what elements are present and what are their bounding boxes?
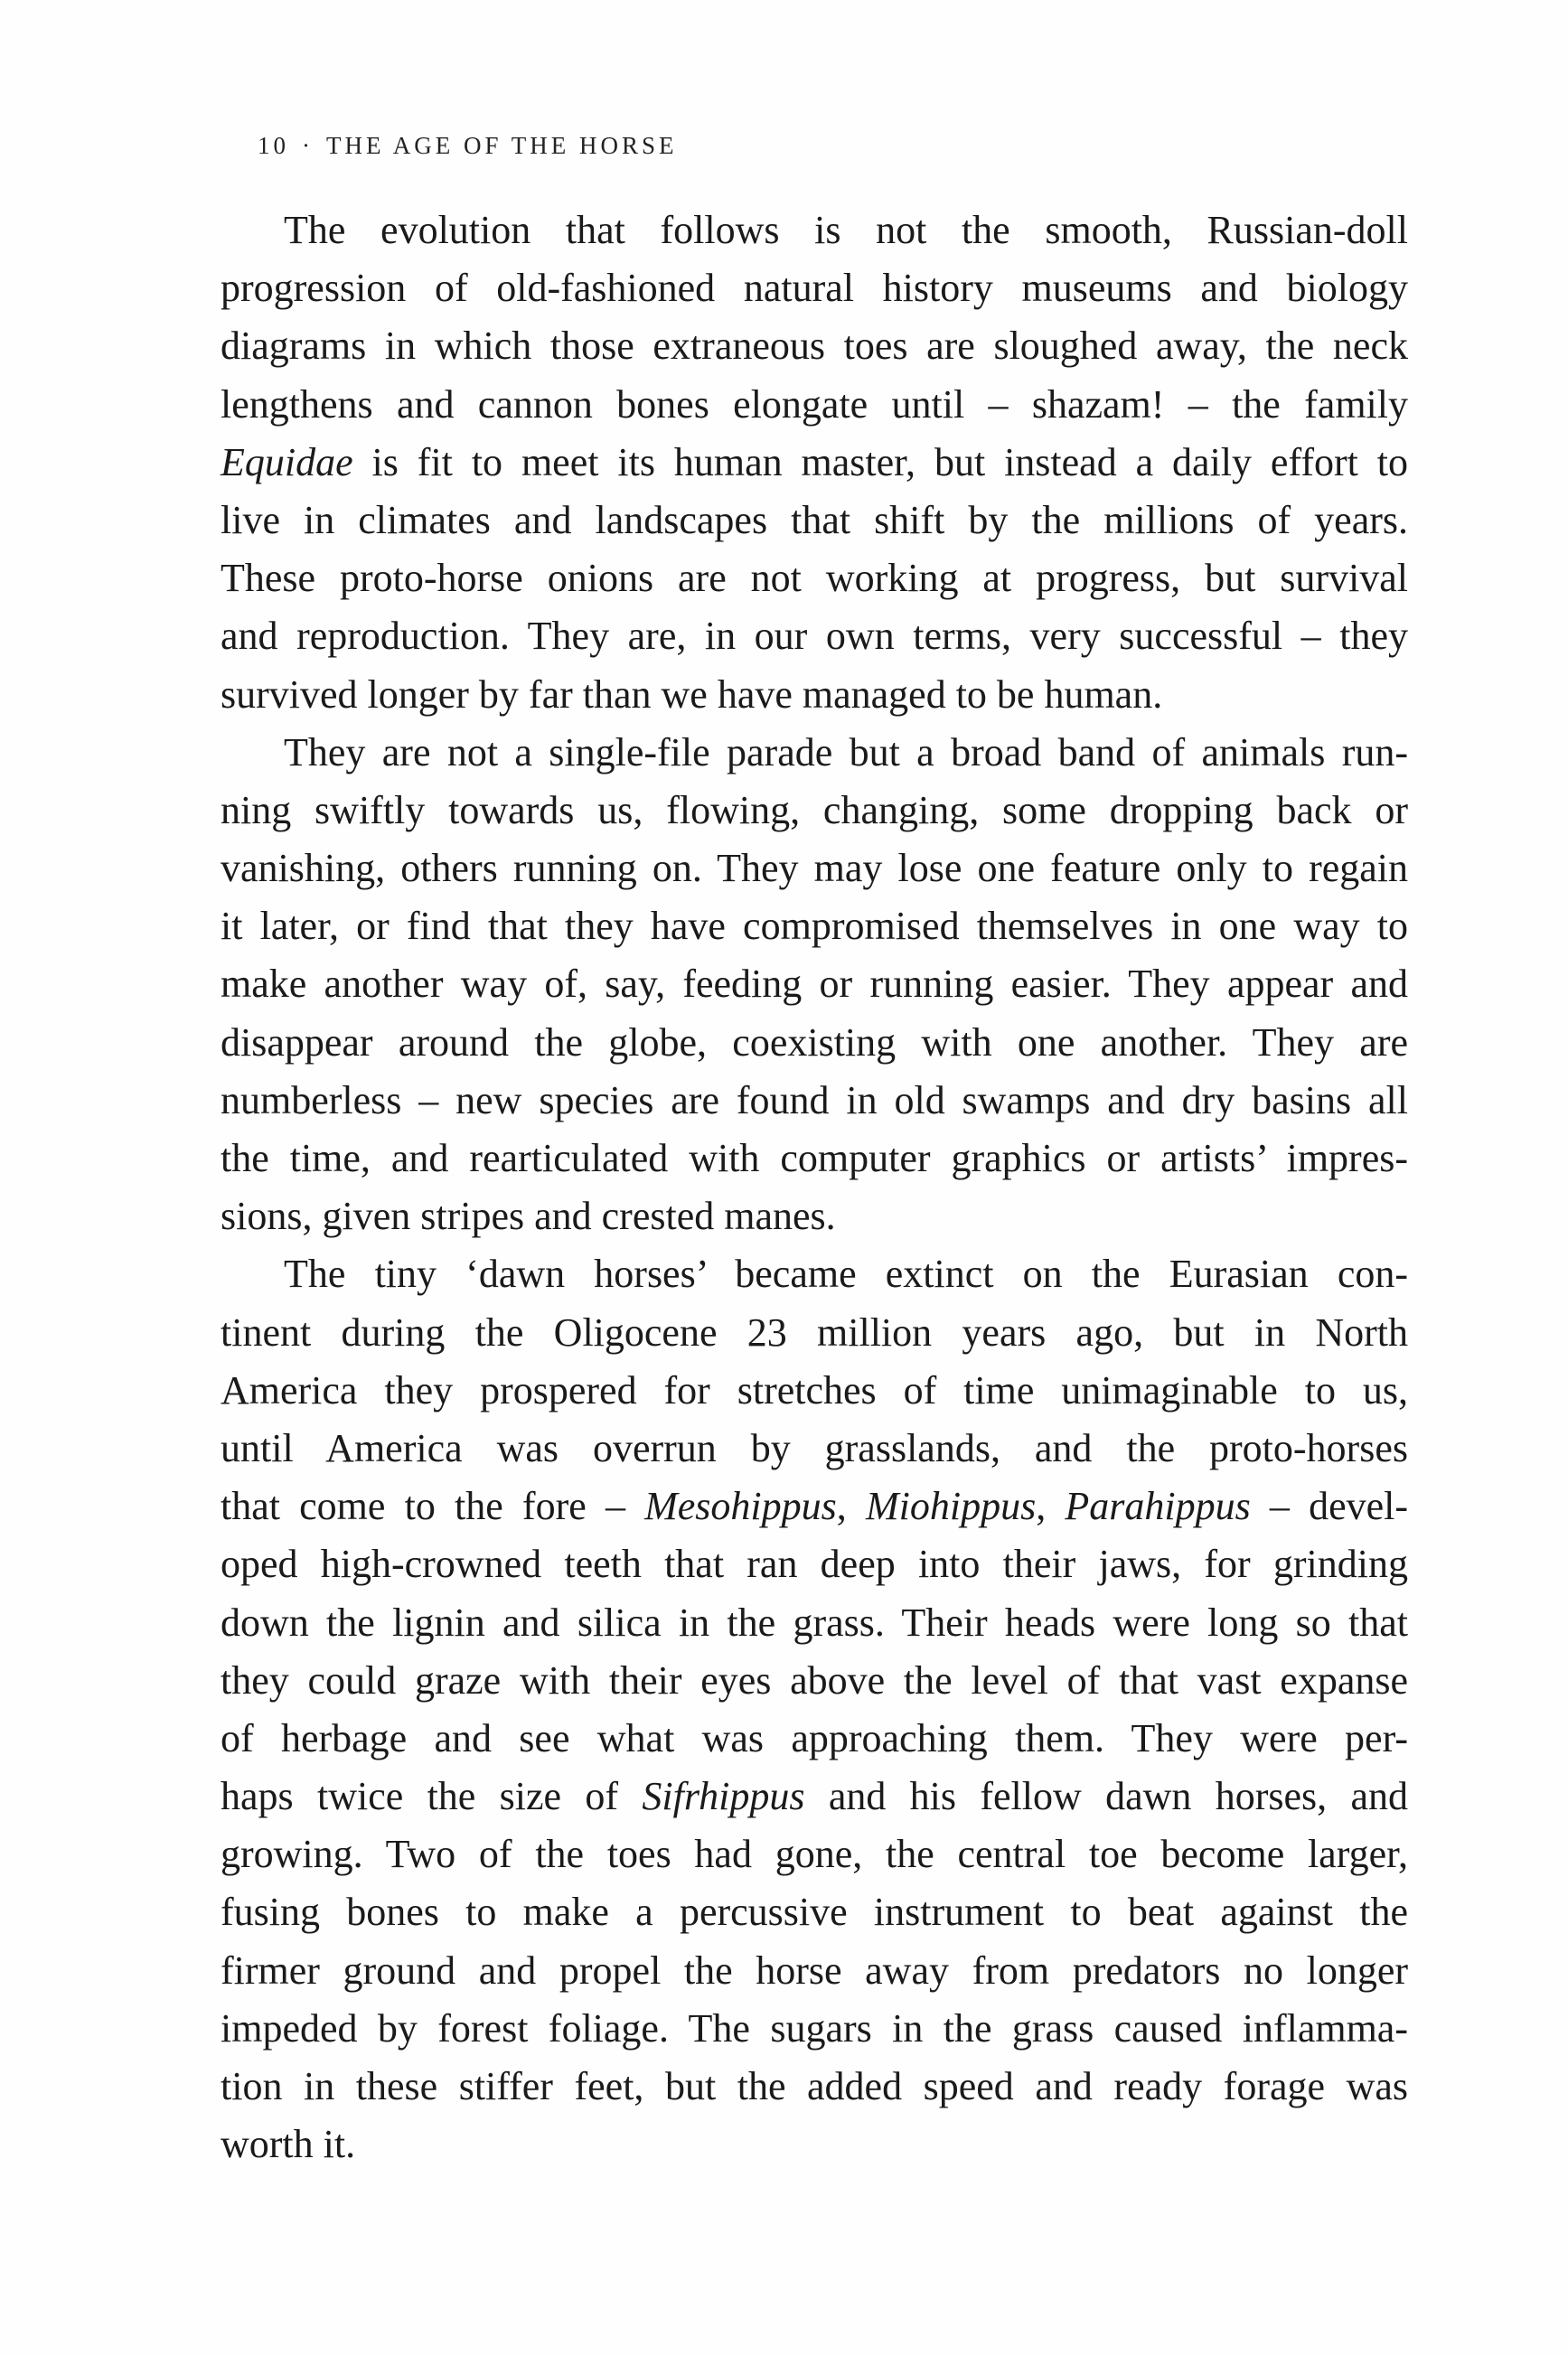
- text-line: The tiny ‘dawn horses’ became extinct on the Eurasian con-: [284, 1252, 1408, 1297]
- italic-term-equidae: Equidae: [221, 439, 353, 484]
- paragraph-1: [221, 202, 1408, 724]
- paragraph-3: [221, 1245, 1408, 2173]
- text-line: These proto-horse onions are not working at progress, but survival: [221, 556, 1408, 601]
- italic-term-sifrhippus: Sifrhippus: [642, 1774, 805, 1819]
- text-line: growing. Two of the toes had gone, the central toe become larger,: [221, 1832, 1408, 1877]
- text-line: firmer ground and propel the horse away from predators no longer: [221, 1948, 1408, 1993]
- body-text: [221, 202, 1408, 2173]
- text-line: sions, given stripes and crested manes.: [221, 1194, 836, 1239]
- page-number: 10: [258, 132, 289, 159]
- text-line: [221, 434, 1408, 492]
- text-line: lengthens and cannon bones elongate until – shazam! – the family: [221, 381, 1408, 427]
- text-line-segment: ,: [1036, 1484, 1066, 1529]
- text-line: diagrams in which those extraneous toes are sloughed away, the neck: [221, 324, 1408, 369]
- text-line: worth it.: [221, 2122, 356, 2167]
- paragraph-2: [221, 724, 1408, 1246]
- text-line: They are not a single-file parade but a broad band of animals run-: [284, 729, 1408, 774]
- text-line: America they prospered for stretches of time unimaginable to us,: [221, 1367, 1408, 1413]
- running-head: [258, 132, 678, 160]
- text-line-segment: – devel-: [1250, 1484, 1409, 1529]
- text-line: impeded by forest foliage. The sugars in the grass caused inflamma-: [221, 2005, 1408, 2051]
- text-line: disappear around the globe, coexisting with one another. They are: [221, 1019, 1408, 1065]
- header-separator: ·: [302, 132, 314, 159]
- text-line: and reproduction. They are, in our own terms, very successful – they: [221, 614, 1408, 659]
- text-line: oped high-crowned teeth that ran deep into their jaws, for grinding: [221, 1542, 1408, 1587]
- italic-term-miohippus: Miohippus: [865, 1484, 1037, 1529]
- text-line: [221, 1768, 1408, 1826]
- text-line: fusing bones to make a percussive instrument to beat against the: [221, 1890, 1408, 1935]
- text-line: vanishing, others running on. They may lose one feature only to regain: [221, 846, 1408, 891]
- text-line-segment: is fit to meet its human master, but instead a daily effort to: [352, 439, 1408, 484]
- text-line: of herbage and see what was approaching them. They were per-: [221, 1715, 1408, 1760]
- text-line: live in climates and landscapes that shift by the millions of years.: [221, 497, 1408, 542]
- text-line: progression of old-fashioned natural history museums and biology: [221, 266, 1408, 311]
- text-line: make another way of, say, feeding or running easier. They appear and: [221, 962, 1408, 1007]
- text-line: The evolution that follows is not the smooth, Russian-doll: [284, 208, 1408, 252]
- text-line: the time, and rearticulated with computer graphics or artists’ impres-: [221, 1136, 1408, 1180]
- text-line: [221, 1478, 1408, 1535]
- text-line-segment: haps twice the size of: [221, 1774, 643, 1819]
- italic-term-parahippus: Parahippus: [1065, 1484, 1251, 1529]
- text-line: it later, or find that they have compromised themselves in one way to: [221, 904, 1408, 949]
- text-line-segment: and his fellow dawn horses, and: [804, 1774, 1408, 1819]
- italic-term-mesohippus: Mesohippus: [644, 1484, 837, 1529]
- text-line: they could graze with their eyes above the level of that vast expanse: [221, 1657, 1408, 1703]
- text-line: ning swiftly towards us, flowing, changing, some dropping back or: [221, 787, 1408, 832]
- text-line: tion in these stiffer feet, but the added speed and ready forage was: [221, 2064, 1408, 2108]
- text-line: down the lignin and silica in the grass. Their heads were long so that: [221, 1600, 1408, 1645]
- text-line: until America was overrun by grasslands, and the proto-horses: [221, 1425, 1408, 1470]
- text-line-segment: ,: [836, 1484, 866, 1529]
- text-line: survived longer by far than we have managed to be human.: [221, 671, 1163, 717]
- text-line: tinent during the Oligocene 23 million years ago, but in North: [221, 1309, 1408, 1355]
- book-title: THE AGE OF THE HORSE: [326, 132, 678, 159]
- text-line-segment: that come to the fore –: [221, 1484, 645, 1529]
- text-line: numberless – new species are found in old swamps and dry basins all: [221, 1077, 1408, 1122]
